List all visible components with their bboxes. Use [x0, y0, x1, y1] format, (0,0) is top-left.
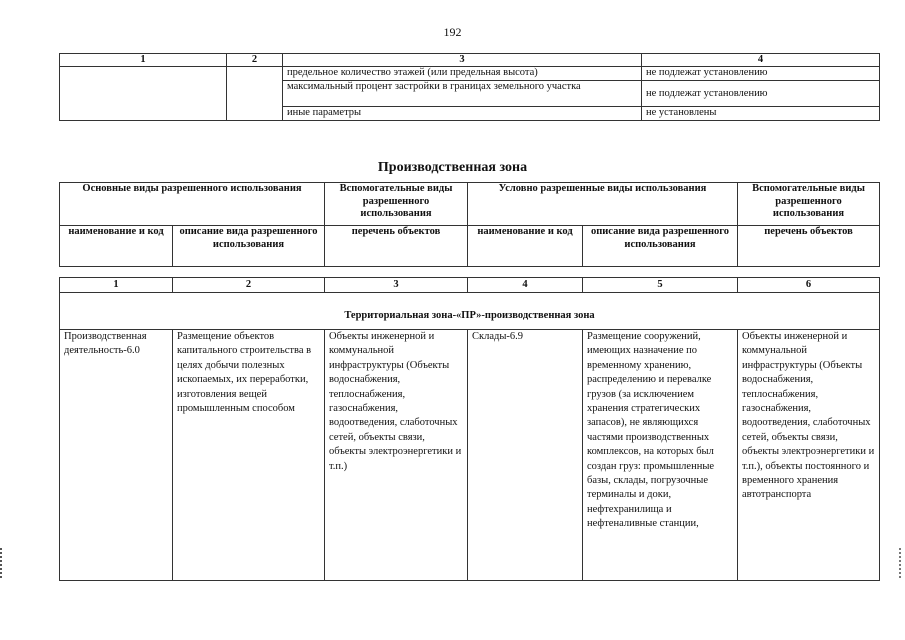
page-number: 192 [443, 25, 462, 39]
col-number-2: 2 [173, 278, 325, 293]
param-name: максимальный процент застройки в границах земельного участка [283, 81, 642, 107]
param-value: не подлежат установлению [642, 81, 880, 107]
column-number-row [60, 278, 880, 293]
aux-uses-header-1: Вспомогательные виды разрешенного использования [325, 183, 468, 226]
col-number-1: 1 [60, 278, 173, 293]
scan-edge-marks [0, 548, 8, 578]
empty-cell [60, 67, 227, 121]
aux-uses-header-2: Вспомогательные виды разрешенного использования [738, 183, 880, 226]
aux-objects-list-2: Объекты инженерной и коммунальной инфраструктуры (Объекты водоснабжения, теплоснабжения, газоснабжения, водоотведения, слаботочных сетей, объекты связи, объекты электроэнергетики и т.п.), объекты постоянного и временного хранения автотранспорта [738, 330, 880, 581]
conditional-use-description: Размещение сооружений, имеющих назначение по временному хранению, распределению и перевалке грузов (за исключением хранения стратегических запасов), не являющихся частями производственных комплексов, на которых был создан груз: промышленные базы, склады, погрузочные терминалы и доки, нефтехранилища и нефтеналивные станции, [583, 330, 738, 581]
scan-edge-marks [899, 548, 905, 578]
table-row [60, 330, 880, 581]
main-uses-header: Основные виды разрешенного использования [60, 183, 325, 226]
objects-list-header-1: перечень объектов [325, 226, 468, 267]
zone-title-row [60, 293, 880, 330]
section-title: Производственная зона [377, 160, 528, 175]
name-code-header-2: наименование и код [468, 226, 583, 267]
aux-objects-list: Объекты инженерной и коммунальной инфраструктуры (Объекты водоснабжения, теплоснабжения, газоснабжения, водоотведения, слаботочных сетей, объекты связи, объекты электроэнергетики и т.п.) [325, 330, 468, 581]
col-number-4: 4 [468, 278, 583, 293]
param-name: предельное количество этажей (или предельная высота) [283, 67, 642, 81]
col-number-1: 1 [60, 54, 227, 67]
col-number-3: 3 [325, 278, 468, 293]
param-value: не подлежат установлению [642, 67, 880, 81]
col-number-3: 3 [283, 54, 642, 67]
table-row [60, 67, 880, 81]
zone-title: Территориальная зона-«ПР»-производственная зона [60, 293, 880, 330]
header-row-2 [60, 226, 880, 267]
zone-header-table [59, 182, 880, 267]
use-description: Размещение объектов капитального строительства в целях добычи полезных ископаемых, их переработки, изготовления вещей промышленным способом [173, 330, 325, 581]
description-header-1: описание вида разрешенного использования [173, 226, 325, 267]
col-number-2: 2 [227, 54, 283, 67]
conditional-uses-header: Условно разрешенные виды использования [468, 183, 738, 226]
conditional-use-name-code: Склады-6.9 [468, 330, 583, 581]
name-code-header-1: наименование и код [60, 226, 173, 267]
use-name-code: Производственная деятельность-6.0 [60, 330, 173, 581]
column-number-row [60, 54, 880, 67]
top-parameters-table [59, 53, 880, 121]
objects-list-header-2: перечень объектов [738, 226, 880, 267]
empty-cell [227, 67, 283, 121]
param-value: не установлены [642, 107, 880, 121]
param-name: иные параметры [283, 107, 642, 121]
description-header-2: описание вида разрешенного использования [583, 226, 738, 267]
col-number-5: 5 [583, 278, 738, 293]
zone-body-table [59, 277, 880, 581]
header-row-1 [60, 183, 880, 226]
col-number-4: 4 [642, 54, 880, 67]
col-number-6: 6 [738, 278, 880, 293]
